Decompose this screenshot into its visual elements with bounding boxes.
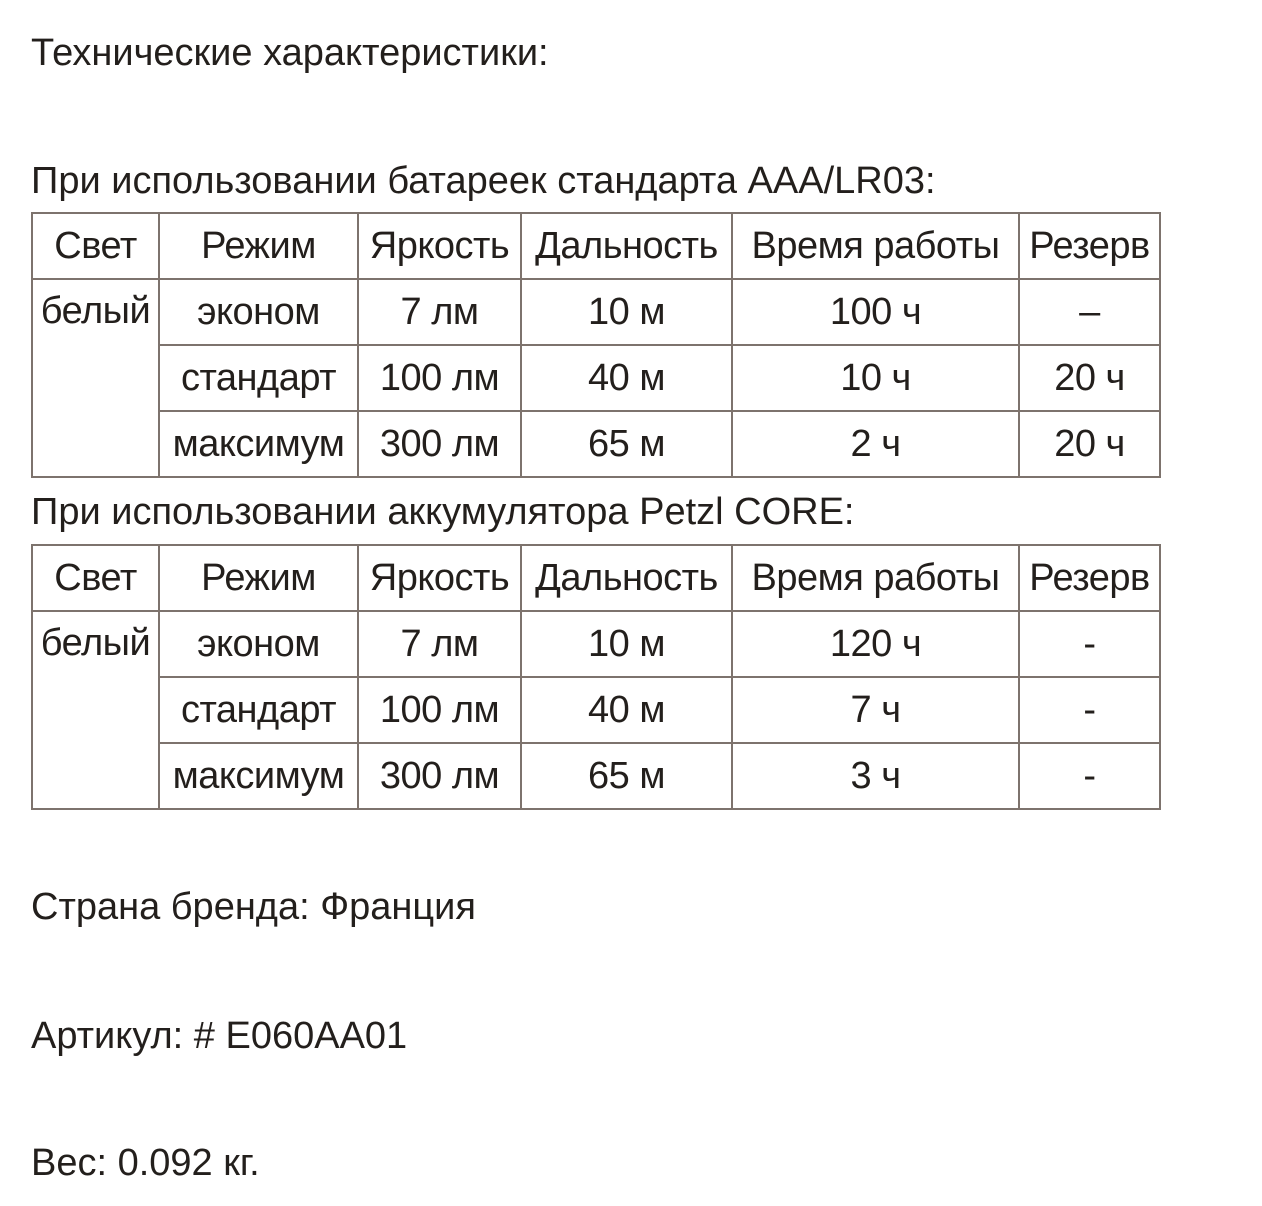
reserve-cell: - (1019, 611, 1160, 677)
reserve-cell: - (1019, 677, 1160, 743)
header-runtime: Время работы (732, 213, 1019, 279)
distance-cell: 40 м (521, 677, 732, 743)
accumulator-spec-table (31, 544, 1161, 810)
table-header-row (32, 545, 1160, 611)
page-title: Технические характеристики: (31, 32, 549, 74)
mode-cell: стандарт (159, 677, 358, 743)
distance-cell: 40 м (521, 345, 732, 411)
distance-cell: 10 м (521, 611, 732, 677)
header-mode: Режим (159, 545, 358, 611)
battery-table-caption: При использовании батареек стандарта AAA/LR03: (31, 160, 936, 202)
brightness-cell: 300 лм (358, 411, 521, 477)
table-row (32, 743, 1160, 809)
mode-cell: эконом (159, 279, 358, 345)
reserve-cell: 20 ч (1019, 345, 1160, 411)
table-row (32, 677, 1160, 743)
runtime-cell: 2 ч (732, 411, 1019, 477)
mode-cell: эконом (159, 611, 358, 677)
battery-spec-table (31, 212, 1161, 478)
header-runtime: Время работы (732, 545, 1019, 611)
brightness-cell: 7 лм (358, 611, 521, 677)
distance-cell: 65 м (521, 411, 732, 477)
header-brightness: Яркость (358, 213, 521, 279)
header-brightness: Яркость (358, 545, 521, 611)
weight-text: Вес: 0.092 кг. (31, 1142, 260, 1184)
table-row (32, 345, 1160, 411)
accumulator-table-caption: При использовании аккумулятора Petzl CORE: (31, 491, 855, 533)
mode-cell: максимум (159, 411, 358, 477)
table-row (32, 279, 1160, 345)
mode-cell: стандарт (159, 345, 358, 411)
article-number: Артикул: # E060AA01 (31, 1015, 408, 1057)
table-header-row (32, 213, 1160, 279)
reserve-cell: 20 ч (1019, 411, 1160, 477)
reserve-cell: - (1019, 743, 1160, 809)
runtime-cell: 3 ч (732, 743, 1019, 809)
distance-cell: 10 м (521, 279, 732, 345)
light-cell: белый (32, 611, 159, 809)
brightness-cell: 100 лм (358, 677, 521, 743)
header-distance: Дальность (521, 213, 732, 279)
mode-cell: максимум (159, 743, 358, 809)
brand-country: Страна бренда: Франция (31, 886, 476, 928)
header-light: Свет (32, 213, 159, 279)
table-row (32, 611, 1160, 677)
brightness-cell: 7 лм (358, 279, 521, 345)
reserve-cell: – (1019, 279, 1160, 345)
header-distance: Дальность (521, 545, 732, 611)
runtime-cell: 120 ч (732, 611, 1019, 677)
runtime-cell: 7 ч (732, 677, 1019, 743)
runtime-cell: 10 ч (732, 345, 1019, 411)
brightness-cell: 300 лм (358, 743, 521, 809)
header-reserve: Резерв (1019, 545, 1160, 611)
brightness-cell: 100 лм (358, 345, 521, 411)
header-reserve: Резерв (1019, 213, 1160, 279)
table-row (32, 411, 1160, 477)
header-light: Свет (32, 545, 159, 611)
distance-cell: 65 м (521, 743, 732, 809)
light-cell: белый (32, 279, 159, 477)
header-mode: Режим (159, 213, 358, 279)
runtime-cell: 100 ч (732, 279, 1019, 345)
